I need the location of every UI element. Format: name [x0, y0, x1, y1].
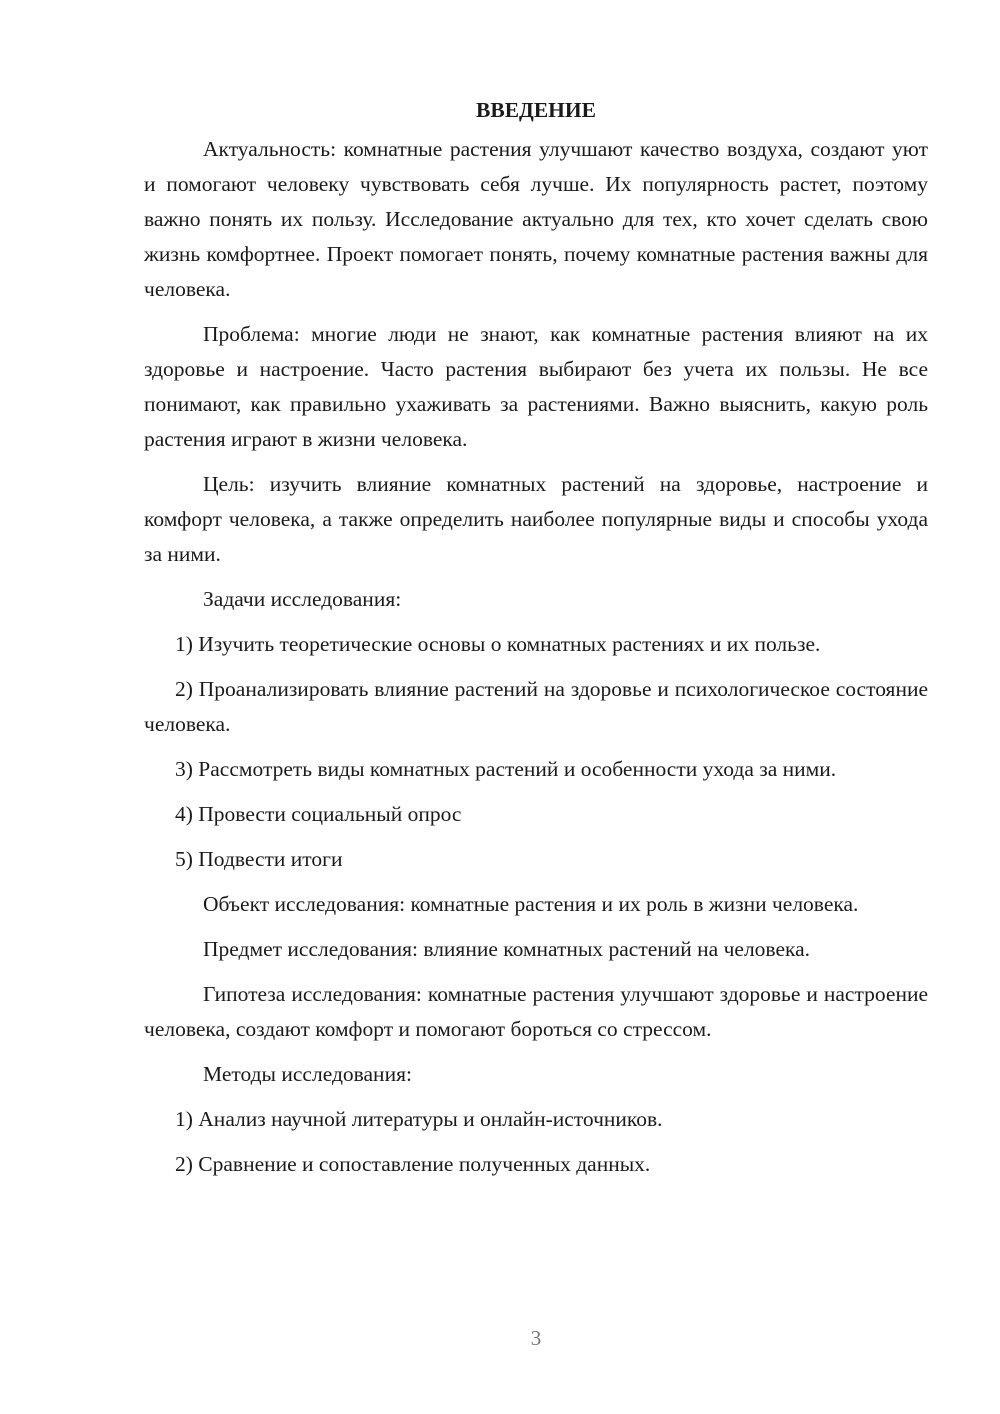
paragraph-goal: Цель: изучить влияние комнатных растений на здоровье, настроение и комфорт человека, а также определить наиболее популярные виды и способы ухода за ними. [144, 472, 928, 566]
section-title: ВВЕДЕНИЕ [476, 98, 596, 122]
task-item-2: 2) Проанализировать влияние растений на здоровье и психологическое состояние человека. [144, 677, 928, 736]
method-item-2: 2) Сравнение и сопоставление полученных данных. [175, 1152, 651, 1176]
methods-heading: Методы исследования: [203, 1062, 412, 1086]
task-item-5: 5) Подвести итоги [175, 847, 343, 871]
paragraph-object: Объект исследования: комнатные растения и их роль в жизни человека. [203, 892, 859, 916]
paragraph-problem: Проблема: многие люди не знают, как комнатные растения влияют на их здоровье и настроение. Часто растения выбирают без учета их пользы. Не все понимают, как правильно ухаживать за растениями. Важно выяснить, какую роль растения играют в жизни человека. [144, 322, 928, 451]
paragraph-hypothesis: Гипотеза исследования: комнатные растения улучшают здоровье и настроение человека, создают комфорт и помогают бороться со стрессом. [144, 982, 928, 1041]
task-item-1: 1) Изучить теоретические основы о комнатных растениях и их пользе. [175, 632, 821, 656]
tasks-heading: Задачи исследования: [203, 587, 402, 611]
page-number: 3 [530, 1326, 542, 1350]
method-item-1: 1) Анализ научной литературы и онлайн-источников. [175, 1107, 663, 1131]
document-page [144, 92, 928, 1192]
paragraph-subject: Предмет исследования: влияние комнатных растений на человека. [203, 937, 811, 961]
paragraph-relevance: Актуальность: комнатные растения улучшают качество воздуха, создают уют и помогают человеку чувствовать себя лучше. Их популярность растет, поэтому важно понять их пользу. Исследование актуально для тех, кто хочет сделать свою жизнь комфортнее. Проект помогает понять, почему комнатные растения важны для человека. [144, 137, 928, 301]
task-item-4: 4) Провести социальный опрос [175, 802, 462, 826]
task-item-3: 3) Рассмотреть виды комнатных растений и особенности ухода за ними. [175, 757, 837, 781]
